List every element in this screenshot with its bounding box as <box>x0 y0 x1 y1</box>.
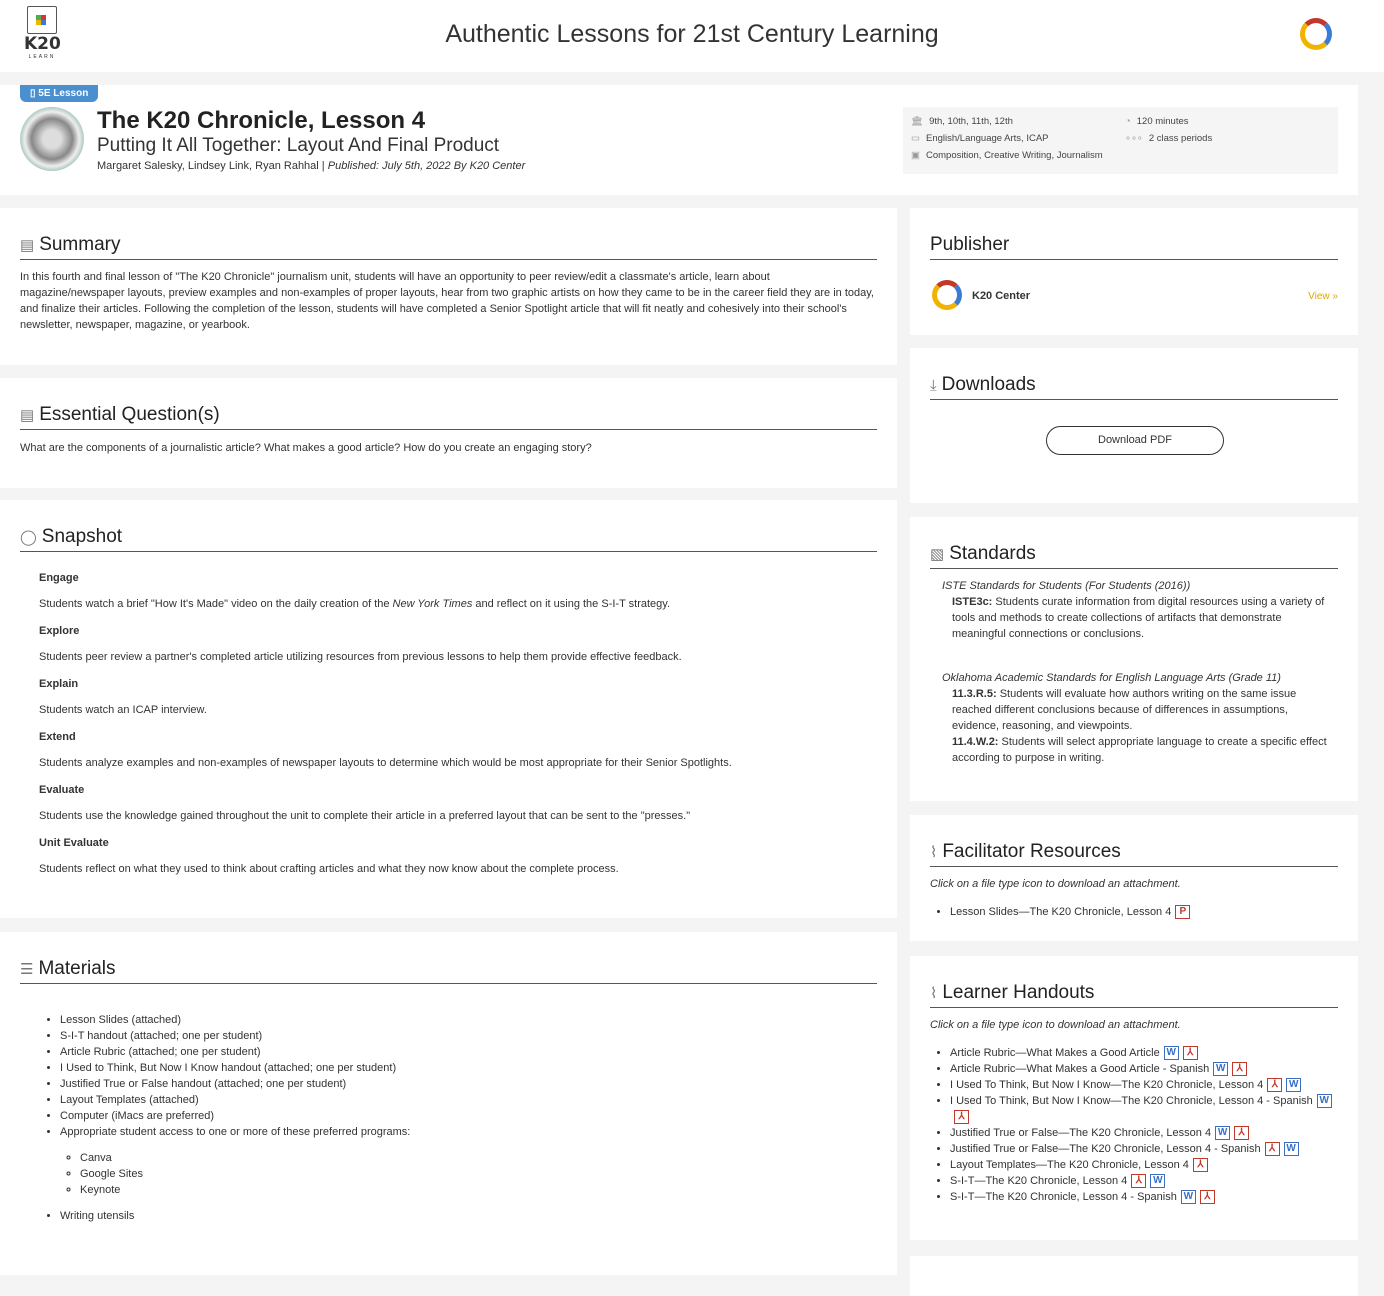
snapshot-title: Snapshot <box>41 526 123 547</box>
pdf-file-icon[interactable]: ⅄ <box>1267 1078 1282 1092</box>
essential-text: What are the components of a journalistic article? What makes a good article? How do you create an engaging story? <box>20 442 592 454</box>
facilitator-list <box>930 904 1338 920</box>
presentation-icon: ▭ <box>911 133 920 144</box>
snapshot-heading <box>20 526 877 552</box>
phase-name: Extend <box>39 731 76 743</box>
logo-sub: LEARN <box>28 54 56 60</box>
publisher-section <box>910 208 1358 335</box>
authors: Margaret Salesky, Lindsey Link, Ryan Rahhal <box>97 160 319 172</box>
summary-section <box>0 208 897 365</box>
book-icon: ▯ <box>30 88 39 99</box>
phase-text-part: and reflect on it using the S-I-T strategy. <box>472 598 671 610</box>
phase-text <box>39 649 877 665</box>
phase-name: Unit Evaluate <box>39 837 109 849</box>
standard-item <box>942 686 1338 734</box>
lesson-byline: Margaret Salesky, Lindsey Link, Ryan Rahhal | Published: July 5th, 2022 By K20 Center <box>97 160 526 172</box>
handouts-hint: Click on a file type icon to download an attachment. <box>930 1019 1181 1031</box>
facilitator-heading <box>930 841 1338 867</box>
standard-item <box>942 734 1338 766</box>
summary-text: In this fourth and final lesson of "The K20 Chronicle" journalism unit, students will have an opportunity to peer review/edit a classmate's article, learn about magazine/newspaper layouts, preview examples and non-examples of proper layouts, hear from two graphic artists on how they came to be in the career field they are in today, and finalize their articles. Following the completion of the lesson, students will have completed a Senior Spotlight article that will fit neatly and cohesively into their school's newsletter, newspaper, magazine, or yearbook. <box>20 271 874 331</box>
word-file-icon[interactable]: W <box>1284 1142 1299 1156</box>
lesson-header <box>0 85 1358 195</box>
periods-text: 2 class periods <box>1148 133 1213 144</box>
standard-text: Students will evaluate how authors writing on the same issue reached different conclusions because of differences in assumptions, evidence, reasoning, and viewpoints. <box>952 688 1297 732</box>
attachment-item <box>950 904 1338 920</box>
periods <box>1125 133 1212 144</box>
phase-name: Evaluate <box>39 784 85 796</box>
attachment-label: Lesson Slides—The K20 Chronicle, Lesson 4 <box>950 906 1172 918</box>
facilitator-hint: Click on a file type icon to download an attachment. <box>930 878 1181 890</box>
essential-heading <box>20 404 877 430</box>
phase-text-part: Students analyze examples and non-examples of newspaper layouts to determine which would be most appropriate for their Senior Spotlights. <box>39 757 732 769</box>
grades-text: 9th, 10th, 11th, 12th <box>929 116 1013 127</box>
grades <box>911 116 1013 127</box>
standards-list <box>942 578 1338 766</box>
materials-title: Materials <box>38 958 116 979</box>
lesson-title: The K20 Chronicle, Lesson 4 <box>97 107 426 134</box>
standard-group <box>942 578 1338 642</box>
logo-text: K20 <box>24 34 61 54</box>
phase-text <box>39 755 877 771</box>
pdf-file-icon[interactable]: ⅄ <box>954 1110 969 1124</box>
badge-label: 5E Lesson <box>38 88 89 99</box>
attachment-item <box>950 1157 1338 1173</box>
word-file-icon[interactable]: W <box>1286 1078 1301 1092</box>
standards-icon: ▧ <box>930 546 945 563</box>
duration <box>1125 116 1189 127</box>
pdf-file-icon[interactable]: ⅄ <box>1234 1126 1249 1140</box>
attachment-item <box>950 1077 1338 1093</box>
materials-list <box>40 1012 877 1224</box>
standard-group <box>942 670 1338 766</box>
word-file-icon[interactable]: W <box>1164 1046 1179 1060</box>
materials-item: • Justified True or False handout (attached; one per student) <box>60 1076 877 1092</box>
standard-code: 11.4.W.2: <box>952 736 999 748</box>
materials-heading <box>20 958 877 984</box>
phase-text-part: Students watch a brief "How It's Made" video on the daily creation of the <box>39 598 393 610</box>
program-item: ◦ Canva <box>80 1150 877 1166</box>
paperclip-icon: ⌇ <box>930 844 938 861</box>
standards-title: Standards <box>949 543 1036 564</box>
k20-center-logo-icon[interactable] <box>1300 18 1332 50</box>
word-file-icon[interactable]: W <box>1150 1174 1165 1188</box>
attachment-item <box>950 1189 1338 1205</box>
courses <box>911 150 1103 161</box>
materials-item: • Layout Templates (attached) <box>60 1092 877 1108</box>
downloads-section <box>910 348 1358 503</box>
learner-handouts-section <box>910 956 1358 1240</box>
summary-heading <box>20 234 877 260</box>
dots-icon: ∘∘∘ <box>1125 133 1143 144</box>
attachment-label: Article Rubric—What Makes a Good Article - Spanish <box>950 1063 1210 1075</box>
attachment-label: I Used To Think, But Now I Know—The K20 Chronicle, Lesson 4 <box>950 1079 1264 1091</box>
attachment-item <box>950 1061 1338 1077</box>
phase-text <box>39 596 877 612</box>
clock-icon: ◔ <box>1125 116 1131 127</box>
phase-text-emphasis: New York Times <box>392 598 473 610</box>
materials-section <box>0 932 897 1275</box>
attachment-label: I Used To Think, But Now I Know—The K20 Chronicle, Lesson 4 - Spanish <box>950 1095 1313 1107</box>
book-icon: ▣ <box>911 150 920 161</box>
essential-questions-section <box>0 378 897 488</box>
attachment-item <box>950 1045 1338 1061</box>
handouts-list <box>930 1045 1338 1205</box>
pdf-file-icon[interactable]: ⅄ <box>1232 1062 1247 1076</box>
lesson-thumbnail <box>20 107 84 171</box>
materials-item: • Appropriate student access to one or more of these preferred programs: <box>60 1124 877 1140</box>
attachment-label: S-I-T—The K20 Chronicle, Lesson 4 - Spanish <box>950 1191 1177 1203</box>
materials-item: • Article Rubric (attached; one per student) <box>60 1044 877 1060</box>
lesson-subtitle: Putting It All Together: Layout And Final Product <box>97 135 500 156</box>
essential-title: Essential Question(s) <box>39 404 220 425</box>
publisher-heading: Publisher <box>930 234 1338 260</box>
publisher-name[interactable]: K20 Center <box>972 290 1031 302</box>
handouts-title: Learner Handouts <box>942 982 1095 1003</box>
phase-text-part: Students watch an ICAP interview. <box>39 704 207 716</box>
standard-code: ISTE3c: <box>952 596 993 608</box>
standard-group-name: Oklahoma Academic Standards for English Language Arts (Grade 11) <box>942 672 1281 684</box>
phase-text <box>39 702 877 718</box>
powerpoint-file-icon[interactable]: P <box>1175 905 1190 919</box>
handouts-heading <box>930 982 1338 1008</box>
pdf-file-icon[interactable]: ⅄ <box>1193 1158 1208 1172</box>
phase-text-part: Students use the knowledge gained throughout the unit to complete their article in a preferred layout that can be sent to the "presses." <box>39 810 691 822</box>
attachment-item <box>950 1141 1338 1157</box>
attachment-item <box>950 1093 1338 1125</box>
standard-text: Students curate information from digital resources using a variety of tools and methods to create collections of artifacts that demonstrate meaningful connections or conclusions. <box>952 596 1325 640</box>
published: Published: July 5th, 2022 By K20 Center <box>327 160 526 172</box>
standard-group-name: ISTE Standards for Students (For Students (2016)) <box>942 580 1191 592</box>
facilitator-title: Facilitator Resources <box>942 841 1121 862</box>
materials-item: • Computer (iMacs are preferred) <box>60 1108 877 1124</box>
publisher-view-link[interactable]: View » <box>1308 291 1338 302</box>
standards-section <box>910 517 1358 801</box>
pdf-file-icon[interactable]: ⅄ <box>1265 1142 1280 1156</box>
next-section <box>910 1256 1358 1296</box>
courses-text: Composition, Creative Writing, Journalism <box>925 150 1103 161</box>
phase-text-part: Students peer review a partner's completed article utilizing resources from previous lessons to help them provide effective feedback. <box>39 651 682 663</box>
attachment-label: Article Rubric—What Makes a Good Article <box>950 1047 1160 1059</box>
standards-heading <box>930 543 1338 569</box>
download-pdf-button[interactable]: Download PDF <box>1046 426 1224 455</box>
school-icon: 🏛 <box>911 116 924 127</box>
program-item: ◦ Keynote <box>80 1182 877 1198</box>
word-file-icon[interactable]: W <box>1213 1062 1228 1076</box>
phase-name: Explore <box>39 625 80 637</box>
attachment-label: S-I-T—The K20 Chronicle, Lesson 4 <box>950 1175 1128 1187</box>
document-icon: ▤ <box>20 237 35 254</box>
word-file-icon[interactable]: W <box>1181 1190 1196 1204</box>
downloads-title: Downloads <box>941 374 1036 395</box>
pdf-file-icon[interactable]: ⅄ <box>1200 1190 1215 1204</box>
lesson-type-badge <box>20 85 98 102</box>
summary-title: Summary <box>39 234 121 255</box>
pdf-file-icon[interactable]: ⅄ <box>1183 1046 1198 1060</box>
subjects <box>911 133 1049 144</box>
facilitator-resources-section <box>910 815 1358 941</box>
duration-text: 120 minutes <box>1136 116 1189 127</box>
paperclip-icon: ⌇ <box>930 985 938 1002</box>
materials-item: • Lesson Slides (attached) <box>60 1012 877 1028</box>
program-item: ◦ Google Sites <box>80 1166 877 1182</box>
download-icon: ⤓ <box>930 377 937 394</box>
snapshot-phases <box>39 570 877 888</box>
k20-center-logo-icon <box>932 280 962 310</box>
materials-item: • S-I-T handout (attached; one per student) <box>60 1028 877 1044</box>
standard-code: 11.3.R.5: <box>952 688 997 700</box>
materials-item: • I Used to Think, But Now I Know handout (attached; one per student) <box>60 1060 877 1076</box>
attachment-label: Justified True or False—The K20 Chronicle, Lesson 4 <box>950 1127 1212 1139</box>
materials-item: • Writing utensils <box>60 1208 877 1224</box>
attachment-item <box>950 1125 1338 1141</box>
lesson-meta <box>903 107 1338 174</box>
snapshot-section <box>0 500 897 918</box>
document-icon: ▤ <box>20 407 35 424</box>
top-bar <box>0 0 1384 72</box>
attachment-label: Layout Templates—The K20 Chronicle, Lesson 4 <box>950 1159 1189 1171</box>
subjects-text: English/Language Arts, ICAP <box>925 133 1049 144</box>
attachment-item <box>950 1173 1338 1189</box>
downloads-heading <box>930 374 1338 400</box>
phase-text-part: Students reflect on what they used to think about crafting articles and what they now know about the complete process. <box>39 863 619 875</box>
standard-item <box>942 594 1338 642</box>
pdf-file-icon[interactable]: ⅄ <box>1131 1174 1146 1188</box>
site-title: Authentic Lessons for 21st Century Learning <box>445 20 939 48</box>
phase-name: Explain <box>39 678 79 690</box>
word-file-icon[interactable]: W <box>1317 1094 1332 1108</box>
list-icon: ☰ <box>20 961 34 978</box>
phase-text <box>39 808 877 824</box>
word-file-icon[interactable]: W <box>1215 1126 1230 1140</box>
phase-name: Engage <box>39 572 79 584</box>
attachment-label: Justified True or False—The K20 Chronicle, Lesson 4 - Spanish <box>950 1143 1261 1155</box>
phase-text <box>39 861 877 877</box>
snapshot-icon: ◯ <box>20 529 37 546</box>
standard-text: Students will select appropriate language to create a specific effect according to purpose in writing. <box>952 736 1327 764</box>
